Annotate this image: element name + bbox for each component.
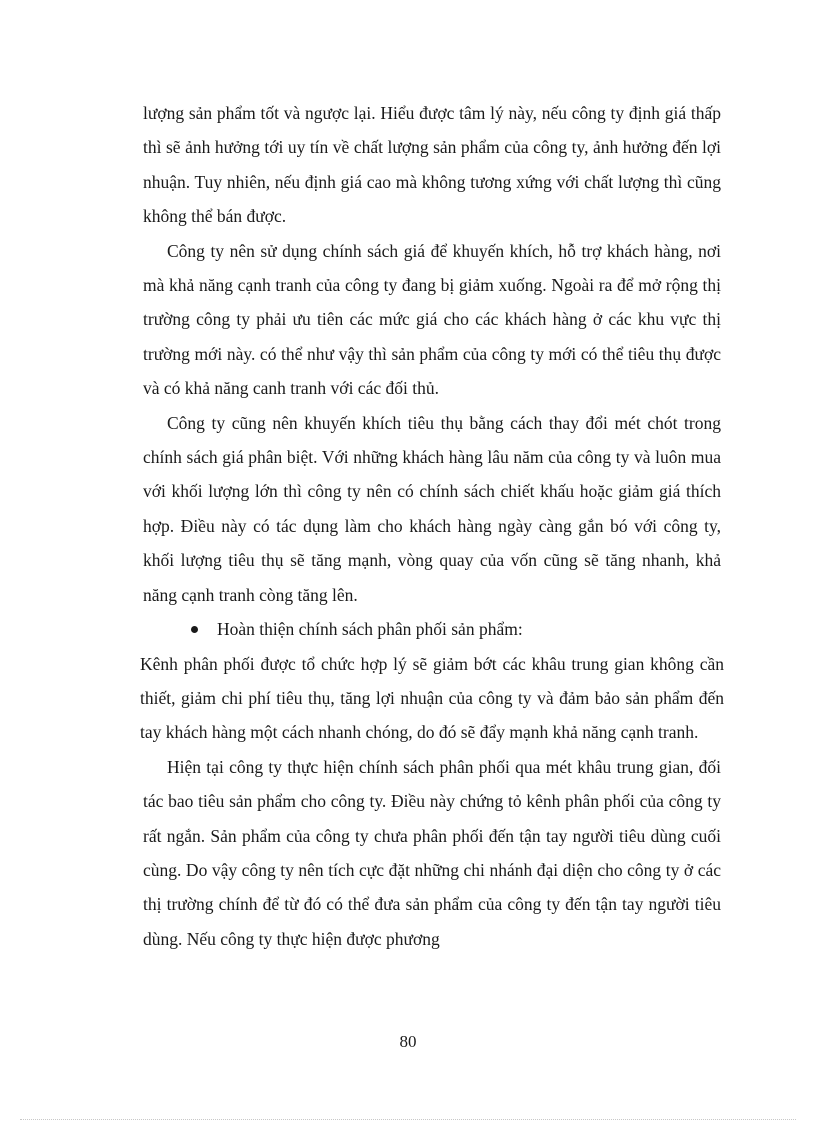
paragraph-current-distribution: Hiện tại công ty thực hiện chính sách phân phối qua mét khâu trung gian, đối tác bao tiêu sản phẩm cho công ty. Điều này chứng tỏ kênh phân phối của công ty rất ngắn. Sản phẩm của công ty chưa phân phối đến tận tay người tiêu dùng cuối cùng. Do vậy công ty nên tích cực đặt những chi nhánh đại diện cho công ty ở các thị trường chính để từ đó có thể đưa sản phẩm của công ty đến tận tay người tiêu dùng. Nếu công ty thực hiện được phương <box>143 756 721 949</box>
bullet-text: Hoàn thiện chính sách phân phối sản phẩm: <box>217 619 523 640</box>
bullet-item-distribution <box>143 612 721 646</box>
paragraph-price-quality: lượng sản phẩm tốt và ngược lại. Hiểu được tâm lý này, nếu công ty định giá thấp thì sẽ ảnh hưởng tới uy tín về chất lượng sản phẩm của công ty, ảnh hưởng đến lợi nhuận. Tuy nhiên, nếu định giá cao mà không tương xứng với chất lượng thì cũng không thể bán được. <box>143 103 721 227</box>
body-text <box>140 96 724 956</box>
page-bottom-divider <box>20 1119 796 1120</box>
page-number: 80 <box>399 1032 417 1051</box>
paragraph-pricing-policy: Công ty nên sử dụng chính sách giá để khuyến khích, hỗ trợ khách hàng, nơi mà khả năng cạnh tranh của công ty đang bị giảm xuống. Ngoài ra để mở rộng thị trường công ty phải ưu tiên các mức giá cho các khách hàng ở các khu vực thị trường mới này. có thể như vậy thì sản phẩm của công ty mới có thể tiêu thụ được và có khả năng canh tranh với các đối thủ. <box>143 240 721 399</box>
paragraph-distribution-channel: Kênh phân phối được tổ chức hợp lý sẽ giảm bớt các khâu trung gian không cần thiết, giảm chi phí tiêu thụ, tăng lợi nhuận của công ty và đảm bảo sản phẩm đến tay khách hàng một cách nhanh chóng, do đó sẽ đẩy mạnh khả năng cạnh tranh. <box>140 653 724 743</box>
paragraph-discount-policy: Công ty cũng nên khuyến khích tiêu thụ bằng cách thay đổi mét chót trong chính sách giá phân biệt. Với những khách hàng lâu năm của công ty và luôn mua với khối lượng lớn thì công ty nên có chính sách chiết khấu hoặc giảm giá thích hợp. Điều này có tác dụng làm cho khách hàng ngày càng gắn bó với công ty, khối lượng tiêu thụ sẽ tăng mạnh, vòng quay của vốn cũng sẽ tăng nhanh, khả năng cạnh tranh còng tăng lên. <box>143 412 721 605</box>
